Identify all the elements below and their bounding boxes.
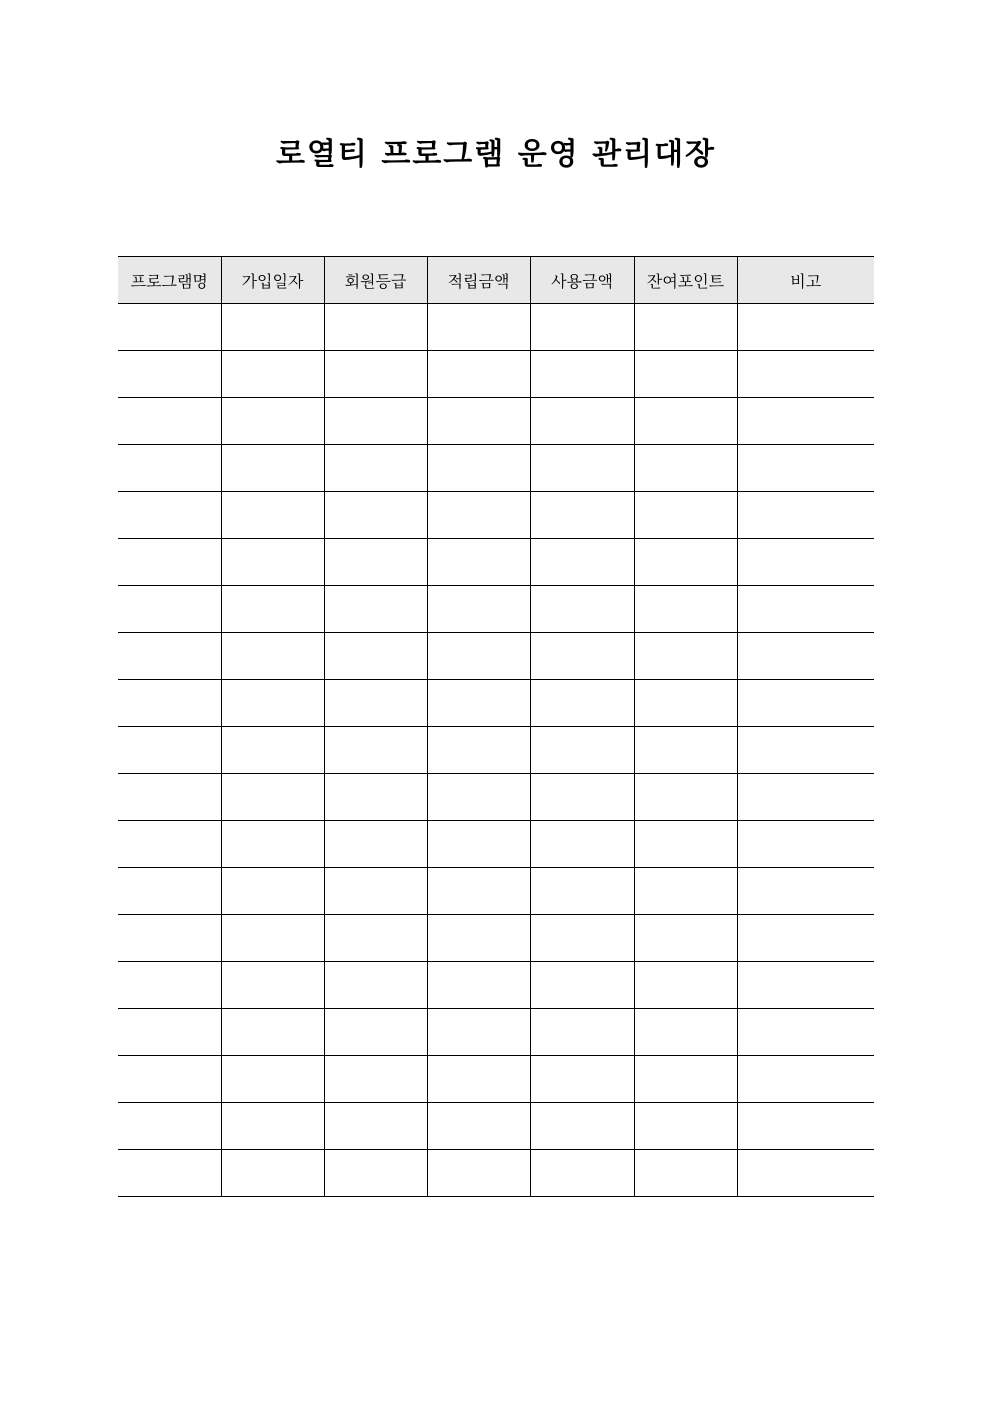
table-cell[interactable]: [427, 445, 530, 492]
table-cell[interactable]: [427, 586, 530, 633]
table-cell[interactable]: [634, 304, 737, 351]
table-cell[interactable]: [221, 539, 324, 586]
table-cell[interactable]: [118, 774, 221, 821]
table-cell[interactable]: [530, 1056, 634, 1103]
table-cell[interactable]: [634, 727, 737, 774]
table-cell[interactable]: [634, 1009, 737, 1056]
table-header-row: [118, 257, 874, 304]
table-cell[interactable]: [530, 915, 634, 962]
table-cell[interactable]: [221, 1056, 324, 1103]
table-cell[interactable]: [118, 962, 221, 1009]
table-cell[interactable]: [737, 492, 874, 539]
table-row: [118, 1150, 874, 1197]
table-cell[interactable]: [530, 492, 634, 539]
column-header-earned-amount: 적립금액: [427, 257, 530, 304]
table-cell[interactable]: [324, 680, 427, 727]
table-cell[interactable]: [530, 680, 634, 727]
table-cell[interactable]: [530, 539, 634, 586]
table-row: [118, 1009, 874, 1056]
table-cell[interactable]: [530, 351, 634, 398]
table-cell[interactable]: [118, 1009, 221, 1056]
table-cell[interactable]: [118, 1150, 221, 1197]
table-cell[interactable]: [737, 727, 874, 774]
table-cell[interactable]: [324, 1103, 427, 1150]
table-cell[interactable]: [324, 304, 427, 351]
table-cell[interactable]: [221, 962, 324, 1009]
table-cell[interactable]: [324, 398, 427, 445]
table-row: [118, 821, 874, 868]
table-cell[interactable]: [118, 1056, 221, 1103]
ledger-table: [118, 256, 874, 1197]
table-cell[interactable]: [427, 1150, 530, 1197]
table-cell[interactable]: [634, 539, 737, 586]
table-cell[interactable]: [118, 915, 221, 962]
table-cell[interactable]: [427, 962, 530, 1009]
table-cell[interactable]: [530, 962, 634, 1009]
table-cell[interactable]: [634, 962, 737, 1009]
table-cell[interactable]: [221, 398, 324, 445]
table-cell[interactable]: [324, 492, 427, 539]
table-cell[interactable]: [221, 1009, 324, 1056]
table-cell[interactable]: [634, 445, 737, 492]
column-header-join-date: 가입일자: [221, 257, 324, 304]
table-cell[interactable]: [324, 1009, 427, 1056]
table-row: [118, 586, 874, 633]
table-cell[interactable]: [221, 821, 324, 868]
page-title: 로열티 프로그램 운영 관리대장: [275, 137, 717, 172]
table-cell[interactable]: [634, 774, 737, 821]
table-cell[interactable]: [221, 915, 324, 962]
table-row: [118, 915, 874, 962]
table-cell[interactable]: [118, 539, 221, 586]
table-row: [118, 304, 874, 351]
table-row: [118, 727, 874, 774]
table-cell[interactable]: [324, 539, 427, 586]
table-cell[interactable]: [737, 351, 874, 398]
table-row: [118, 633, 874, 680]
column-header-member-grade: 회원등급: [324, 257, 427, 304]
table-cell[interactable]: [427, 680, 530, 727]
table-row: [118, 351, 874, 398]
table-cell[interactable]: [634, 868, 737, 915]
table-cell[interactable]: [737, 304, 874, 351]
table-cell[interactable]: [737, 633, 874, 680]
table-cell[interactable]: [118, 633, 221, 680]
table-cell[interactable]: [118, 398, 221, 445]
table-cell[interactable]: [737, 586, 874, 633]
table-cell[interactable]: [221, 1150, 324, 1197]
table-cell[interactable]: [427, 1009, 530, 1056]
table-cell[interactable]: [118, 868, 221, 915]
table-cell[interactable]: [427, 304, 530, 351]
table-cell[interactable]: [221, 868, 324, 915]
table-cell[interactable]: [324, 633, 427, 680]
table-cell[interactable]: [737, 1150, 874, 1197]
table-cell[interactable]: [737, 868, 874, 915]
table-cell[interactable]: [634, 398, 737, 445]
table-cell[interactable]: [530, 633, 634, 680]
table-cell[interactable]: [427, 1056, 530, 1103]
table-cell[interactable]: [530, 1103, 634, 1150]
table-cell[interactable]: [221, 633, 324, 680]
table-cell[interactable]: [221, 586, 324, 633]
table-cell[interactable]: [634, 915, 737, 962]
table-cell[interactable]: [221, 727, 324, 774]
table-cell[interactable]: [530, 586, 634, 633]
table-cell[interactable]: [118, 351, 221, 398]
table-cell[interactable]: [530, 868, 634, 915]
table-cell[interactable]: [530, 1150, 634, 1197]
table-cell[interactable]: [634, 633, 737, 680]
table-row: [118, 774, 874, 821]
table-cell[interactable]: [324, 915, 427, 962]
table-cell[interactable]: [324, 1150, 427, 1197]
table-cell[interactable]: [324, 962, 427, 1009]
table-cell[interactable]: [221, 445, 324, 492]
table-cell[interactable]: [427, 539, 530, 586]
table-cell[interactable]: [118, 445, 221, 492]
table-cell[interactable]: [118, 727, 221, 774]
table-cell[interactable]: [324, 445, 427, 492]
table-cell[interactable]: [118, 1103, 221, 1150]
table-cell[interactable]: [324, 1056, 427, 1103]
table-cell[interactable]: [530, 774, 634, 821]
table-cell[interactable]: [118, 680, 221, 727]
table-cell[interactable]: [221, 680, 324, 727]
column-header-program-name: 프로그램명: [118, 257, 221, 304]
table-cell[interactable]: [530, 304, 634, 351]
table-cell[interactable]: [737, 1103, 874, 1150]
table-row: [118, 1056, 874, 1103]
table-cell[interactable]: [737, 680, 874, 727]
table-cell[interactable]: [634, 586, 737, 633]
table-cell[interactable]: [427, 398, 530, 445]
table-cell[interactable]: [530, 1009, 634, 1056]
table-cell[interactable]: [118, 586, 221, 633]
table-cell[interactable]: [530, 727, 634, 774]
table-cell[interactable]: [324, 774, 427, 821]
table-cell[interactable]: [324, 727, 427, 774]
table-cell[interactable]: [737, 962, 874, 1009]
table-cell[interactable]: [221, 492, 324, 539]
table-cell[interactable]: [634, 1103, 737, 1150]
table-cell[interactable]: [737, 1009, 874, 1056]
table-cell[interactable]: [118, 304, 221, 351]
table-cell[interactable]: [427, 915, 530, 962]
table-cell[interactable]: [737, 821, 874, 868]
table-cell[interactable]: [221, 1103, 324, 1150]
table-cell[interactable]: [530, 445, 634, 492]
table-cell[interactable]: [118, 492, 221, 539]
table-cell[interactable]: [634, 351, 737, 398]
column-header-remaining-points: 잔여포인트: [634, 257, 737, 304]
table-cell[interactable]: [118, 821, 221, 868]
table-cell[interactable]: [427, 351, 530, 398]
table-cell[interactable]: [634, 1056, 737, 1103]
table-cell[interactable]: [427, 727, 530, 774]
table-cell[interactable]: [427, 633, 530, 680]
column-header-remarks: 비고: [737, 257, 874, 304]
table-cell[interactable]: [634, 492, 737, 539]
table-body: [118, 304, 874, 1197]
table-cell[interactable]: [530, 821, 634, 868]
table-cell[interactable]: [737, 774, 874, 821]
table-cell[interactable]: [427, 492, 530, 539]
table-cell[interactable]: [221, 351, 324, 398]
table-cell[interactable]: [634, 1150, 737, 1197]
table-cell[interactable]: [427, 821, 530, 868]
table-row: [118, 962, 874, 1009]
table-row: [118, 868, 874, 915]
table-row: [118, 680, 874, 727]
table-cell[interactable]: [427, 774, 530, 821]
table-row: [118, 398, 874, 445]
table-cell[interactable]: [324, 821, 427, 868]
table-cell[interactable]: [221, 774, 324, 821]
table-cell[interactable]: [324, 868, 427, 915]
table-cell[interactable]: [221, 304, 324, 351]
table-cell[interactable]: [427, 868, 530, 915]
table-cell[interactable]: [634, 821, 737, 868]
table-row: [118, 539, 874, 586]
table-cell[interactable]: [737, 1056, 874, 1103]
table-cell[interactable]: [427, 1103, 530, 1150]
table-cell[interactable]: [530, 398, 634, 445]
table-row: [118, 492, 874, 539]
table-row: [118, 1103, 874, 1150]
table-cell[interactable]: [737, 398, 874, 445]
table-cell[interactable]: [324, 586, 427, 633]
table-cell[interactable]: [634, 680, 737, 727]
column-header-used-amount: 사용금액: [530, 257, 634, 304]
table-cell[interactable]: [737, 915, 874, 962]
table-cell[interactable]: [737, 539, 874, 586]
table-cell[interactable]: [737, 445, 874, 492]
table-cell[interactable]: [324, 351, 427, 398]
table-row: [118, 445, 874, 492]
